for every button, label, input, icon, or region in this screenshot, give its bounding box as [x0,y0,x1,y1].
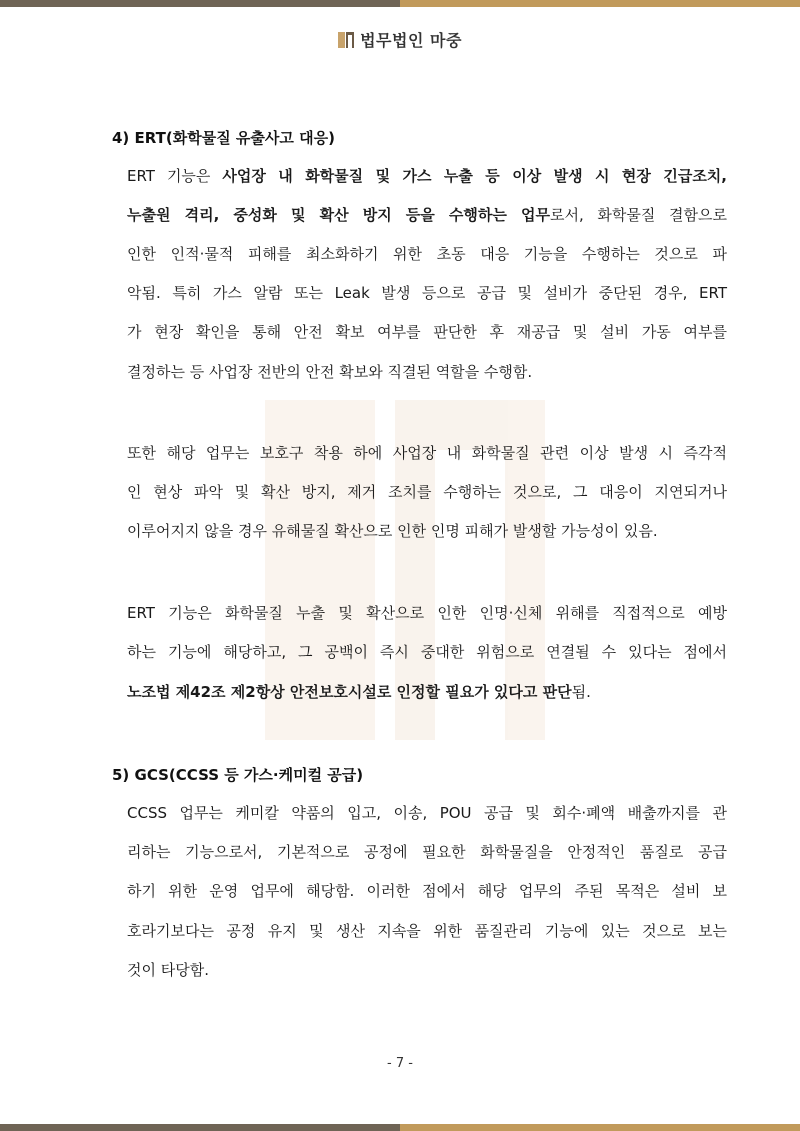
text-run: ERT 기능은 [127,167,223,185]
bold-text-run: 노조법 제42조 제2항상 안전보호시설로 인정할 필요가 있다고 판단 [127,683,572,701]
s4-p3-line-1: ERT 기능은 화학물질 누출 및 확산으로 인한 인명·신체 위해를 직접적으로 예방 [127,604,727,622]
section-5-heading: 5) GCS(CCSS 등 가스·케미컬 공급) [112,766,364,784]
s5-p1-line-4: 호라기보다는 공정 유지 및 생산 지속을 위한 품질관리 기능에 있는 것으로 보는 [127,922,727,940]
s4-p1-line-4: 악됨. 특히 가스 알람 또는 Leak 발생 등으로 공급 및 설비가 중단된 경우, ERT [127,284,727,302]
bold-text-run: 사업장 내 화학물질 및 가스 누출 등 이상 발생 시 현장 긴급조치, [222,167,727,185]
s5-p1-line-1: CCSS 업무는 케미칼 약품의 입고, 이송, POU 공급 및 회수·폐액 배출까지를 관 [127,804,727,822]
s5-p1-line-5: 것이 타당함. [127,961,209,979]
s5-p1-line-3: 하기 위한 운영 업무에 해당함. 이러한 점에서 해당 업무의 주된 목적은 설비 보 [127,882,727,900]
text-run: 로서, 화학물질 결함으로 [549,206,727,224]
bottom-bar-gold-segment [400,1124,800,1131]
s4-p3-line-3 [127,682,727,702]
s4-p1-line-5: 가 현장 확인을 통해 안전 확보 여부를 판단한 후 재공급 및 설비 가동 여부를 [127,323,727,341]
bold-text-run: 누출원 격리, 중성화 및 확산 방지 등을 수행하는 업무 [127,206,550,224]
s5-p1-line-2: 리하는 기능으로서, 기본적으로 공정에 필요한 화학물질을 안정적인 품질로 공급 [127,843,727,861]
page-number: - 7 - [387,1056,413,1071]
s4-p1-line-3: 인한 인적·물적 피해를 최소화하기 위한 초동 대응 기능을 수행하는 것으로 파 [127,245,727,263]
s4-p3-line-2: 하는 기능에 해당하고, 그 공백이 즉시 중대한 위험으로 연결될 수 있다는 점에서 [127,643,727,661]
firm-name: 법무법인 마중 [360,31,462,50]
s4-p2-line-1: 또한 해당 업무는 보호구 착용 하에 사업장 내 화학물질 관련 이상 발생 시 즉각적 [127,444,727,462]
text-run: 됨. [571,683,591,701]
s4-p2-line-2: 인 현상 파악 및 확산 방지, 제거 조치를 수행하는 것으로, 그 대응이 지연되거나 [127,483,727,501]
bottom-decorative-bar [0,1124,800,1131]
s4-p2-line-3: 이루어지지 않을 경우 유해물질 확산으로 인한 인명 피해가 발생할 가능성이 있음. [127,522,658,540]
section-4-heading: 4) ERT(화학물질 유출사고 대응) [112,129,335,147]
bottom-bar-dark-segment [0,1124,400,1131]
s4-p1-line-2 [127,205,727,225]
s4-p1-line-1 [127,166,727,186]
s4-p1-line-6: 결정하는 등 사업장 전반의 안전 확보와 직결된 역할을 수행함. [127,363,533,381]
